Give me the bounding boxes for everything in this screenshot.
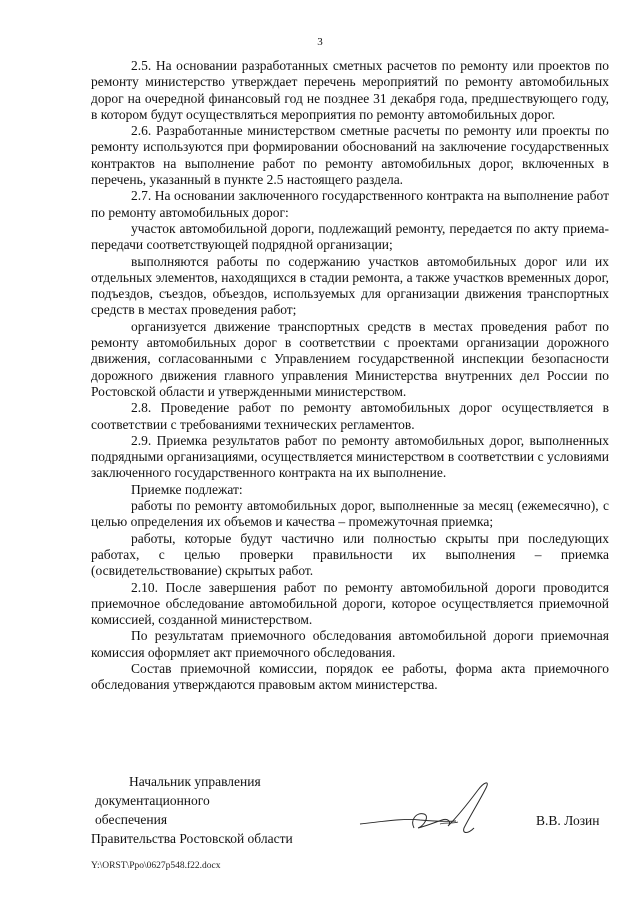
signatory-title-line-3: Правительства Ростовской области [91, 831, 293, 846]
paragraph-2-10: 2.10. После завершения работ по ремонту автомобильной дороги проводится приемочное обследование автомобильной дороги, которое осуществляется приемочной комиссией, созданной министерством. [91, 579, 609, 628]
paragraph-acceptance-hidden: работы, которые будут частично или полностью скрыты при последующих работах, с целью проверки правильности их выполнения – приемка (освидетельствование) скрытых работ. [91, 530, 609, 579]
document-body [91, 58, 609, 694]
file-path-footer: Y:\ORST\Ppo\0627p548.f22.docx [91, 861, 221, 871]
paragraph-2-7-item-maintenance: выполняются работы по содержанию участков автомобильных дорог или их отдельных элементов, находящихся в стадии ремонта, а также участков временных дорог, подъездов, съездов, объездов, используемых для организации движения транспортных средств в местах проведения работ; [91, 253, 609, 318]
page-number: 3 [317, 36, 323, 48]
paragraph-commission-composition: Состав приемочной комиссии, порядок ее работы, форма акта приемочного обследования утверждаются правовым актом министерства. [91, 660, 609, 693]
signatory-title [91, 772, 293, 848]
paragraph-2-5: 2.5. На основании разработанных сметных расчетов по ремонту или проектов по ремонту министерство утверждает перечень мероприятий по ремонту автомобильных дорог на очередной финансовый год не позднее 31 декабря года, предшествующего году, в котором будут осуществляться мероприятия по ремонту автомобильных дорог. [91, 58, 609, 122]
paragraph-2-7: 2.7. На основании заключенного государственного контракта на выполнение работ по ремонту автомобильных дорог: [91, 188, 609, 220]
signatory-title-line-2: документационного обеспечения [95, 793, 210, 827]
paragraph-2-6: 2.6. Разработанные министерством сметные расчеты по ремонту или проекты по ремонту используются при формировании обоснований на заключение государственных контрактов на выполнение работ по ремонту автомобильных дорог, включенных в перечень, указанный в пункте 2.5 настоящего раздела. [91, 123, 609, 188]
paragraph-2-7-item-transfer: участок автомобильной дороги, подлежащий ремонту, передается по акту приема-передачи соответствующей подрядной организации; [91, 220, 609, 253]
paragraph-2-7-item-traffic: организуется движение транспортных средств в местах проведения работ по ремонту автомобильных дорог в соответствии с проектами организации дорожного движения, согласованными с Управлением государственной инспекции безопасности дорожного движения главного управления Министерства внутренних дел России по Ростовской области и утвержденными министерством. [91, 318, 609, 399]
signatory-title-line-1: Начальник управления [129, 774, 261, 789]
paragraph-acceptance-monthly: работы по ремонту автомобильных дорог, выполненные за месяц (ежемесячно), с целью определения их объемов и качества – промежуточная приемка; [91, 498, 609, 530]
handwritten-signature [352, 778, 502, 848]
signatory-name: В.В. Лозин [536, 813, 600, 828]
paragraph-acceptance-subject: Приемке подлежат: [131, 481, 243, 497]
paragraph-inspection-act: По результатам приемочного обследования автомобильной дороги приемочная комиссия оформляет акт приемочного обследования. [91, 628, 609, 660]
paragraph-2-9: 2.9. Приемка результатов работ по ремонту автомобильных дорог, выполненных подрядными организациями, осуществляется министерством в соответствии с условиями заключенного государственного контракта на их выполнение. [91, 432, 609, 481]
paragraph-2-8: 2.8. Проведение работ по ремонту автомобильных дорог осуществляется в соответствии с требованиями технических регламентов. [91, 400, 609, 432]
